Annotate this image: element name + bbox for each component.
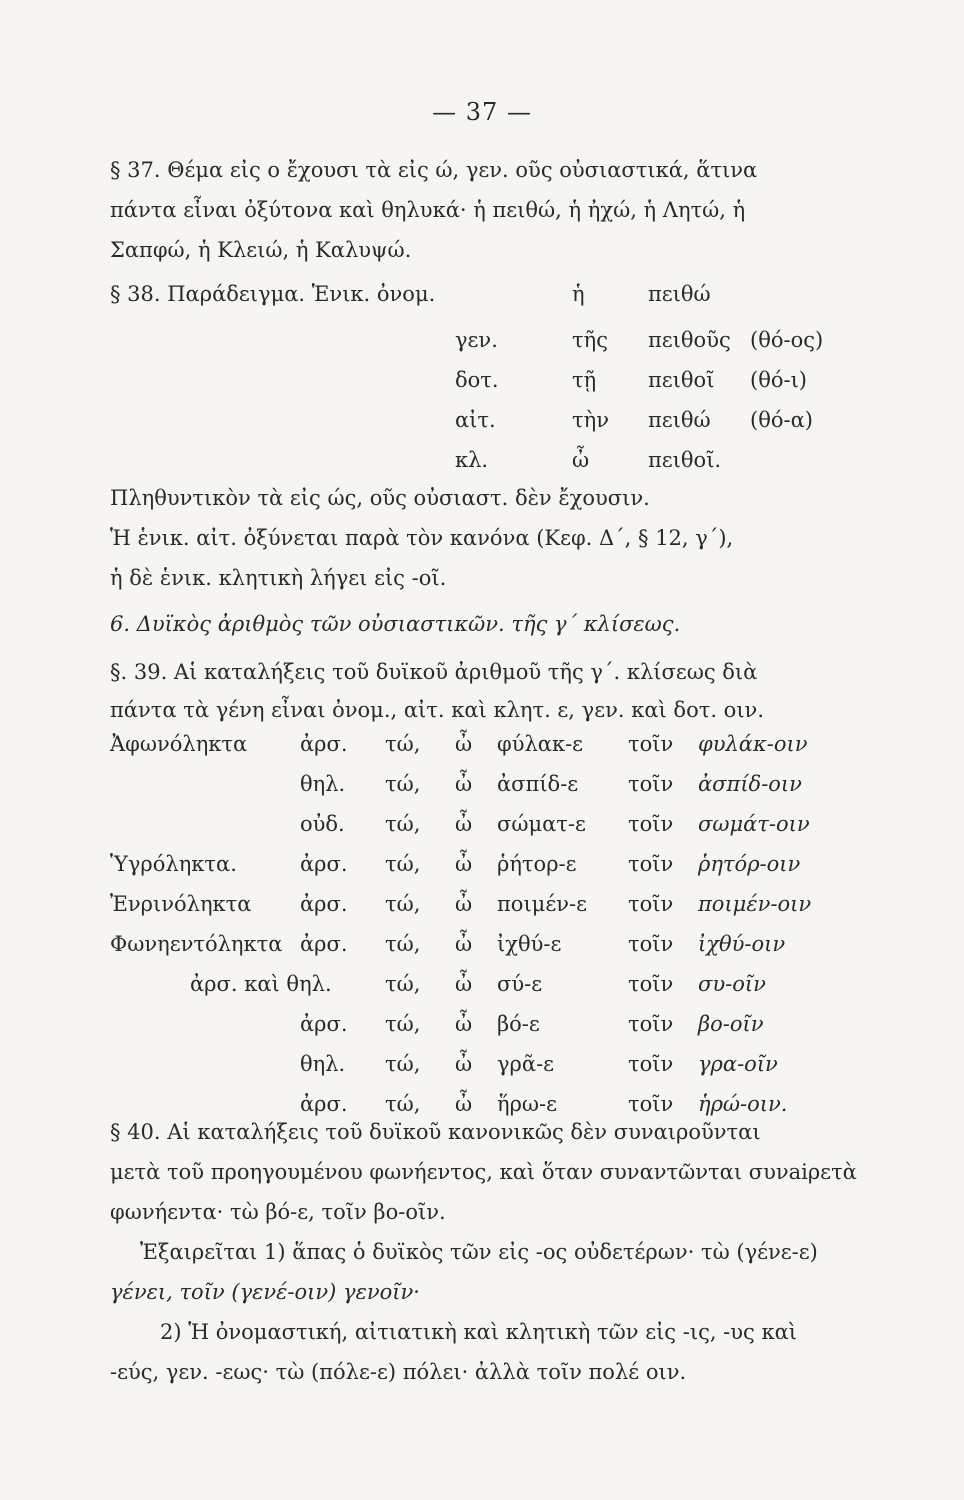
form-gen-dual: ἡρώ-οιν. xyxy=(698,1092,788,1116)
s40-line-2: μετὰ τοῦ προηγουμένου φωνήεντος, καὶ ὅταν συναντῶνται συνaiρετὰ xyxy=(110,1160,857,1184)
article-nom: τώ, xyxy=(385,1052,421,1076)
paradigm-row xyxy=(110,282,910,322)
s38-note-line-2: ἡ δὲ ἑνικ. κλητικὴ λήγει εἰς -οῖ. xyxy=(110,566,447,590)
paradigm-note: (θό-ι) xyxy=(750,368,808,392)
s38-plural-note: Πληθυντικὸν τὰ εἰς ώς, οῦς οὐσιαστ. δὲν ἔχουσιν. xyxy=(110,486,650,510)
gender-label: ἀρσ. xyxy=(300,932,348,956)
form-nom-dual: ἰχθύ-ε xyxy=(497,932,562,956)
stem-class: Ἐνρινόληκτα xyxy=(110,892,252,916)
table-row xyxy=(110,1052,910,1092)
article-nom: τώ, xyxy=(385,732,421,756)
form-nom-dual: γρᾶ-ε xyxy=(497,1052,555,1076)
form-nom-dual: βό-ε xyxy=(497,1012,540,1036)
article-nom: τώ, xyxy=(385,772,421,796)
form-gen-dual: συ-οῖν xyxy=(698,972,766,996)
table-row xyxy=(110,892,910,932)
paradigm-row xyxy=(110,448,910,488)
gender-label: οὐδ. xyxy=(300,812,345,836)
article-gen: τοῖν xyxy=(628,1052,674,1076)
article-voc: ὦ xyxy=(455,812,473,836)
article-gen: τοῖν xyxy=(628,1092,674,1116)
article-gen: τοῖν xyxy=(628,892,674,916)
article-voc: ὦ xyxy=(455,732,473,756)
paradigm-case: κλ. xyxy=(455,448,489,472)
gender-label: θηλ. xyxy=(300,1052,346,1076)
form-gen-dual: βο-οῖν xyxy=(698,1012,764,1036)
table-row xyxy=(110,852,910,892)
form-nom-dual: ῥήτορ-ε xyxy=(497,852,577,876)
s40-exception-line-4: -εύς, γεν. -εως· τὼ (πόλε-ε) πόλει· ἀλλὰ τοῖν πολέ οιν. xyxy=(110,1360,687,1384)
article-gen: τοῖν xyxy=(628,772,674,796)
article-voc: ὦ xyxy=(455,1092,473,1116)
section-6-heading: 6. Δυϊκὸς ἀριθμὸς τῶν οὐσιαστικῶν. τῆς γ΄ κλίσεως. xyxy=(110,612,681,636)
table-row xyxy=(110,812,910,852)
gender-label: θηλ. xyxy=(300,772,346,796)
gender-label: ἀρσ. xyxy=(300,1012,348,1036)
gender-label: ἀρσ. καὶ θηλ. xyxy=(190,972,332,996)
table-row xyxy=(110,1012,910,1052)
form-nom-dual: φύλακ-ε xyxy=(497,732,584,756)
form-gen-dual: ἀσπίδ-οιν xyxy=(698,772,802,796)
article-gen: τοῖν xyxy=(628,852,674,876)
page-number: — 37 — xyxy=(432,98,532,126)
article-nom: τώ, xyxy=(385,852,421,876)
paradigm-row xyxy=(110,368,910,408)
article-voc: ὦ xyxy=(455,932,473,956)
paradigm-article: τῇ xyxy=(572,368,597,392)
gender-label: ἀρσ. xyxy=(300,892,348,916)
form-nom-dual: ἥρω-ε xyxy=(497,1092,558,1116)
s37-line-1: § 37. Θέμα εἰς ο ἔχουσι τὰ εἰς ώ, γεν. οῦς οὐσιαστικά, ἅτινα xyxy=(110,158,758,182)
table-row xyxy=(110,972,910,1012)
paradigm-form: πειθοῦς xyxy=(648,328,731,352)
paradigm-article: ἡ xyxy=(572,282,585,306)
form-gen-dual: ποιμέν-οιν xyxy=(698,892,812,916)
paradigm-article: ὦ xyxy=(572,448,590,472)
paradigm-row xyxy=(110,328,910,368)
paradigm-note: (θό-ος) xyxy=(750,328,824,352)
paradigm-form: πειθοῖ. xyxy=(648,448,722,472)
article-nom: τώ, xyxy=(385,972,421,996)
paradigm-case: δοτ. xyxy=(455,368,499,392)
article-gen: τοῖν xyxy=(628,812,674,836)
paradigm-note: (θό-α) xyxy=(750,408,813,432)
article-voc: ὦ xyxy=(455,772,473,796)
stem-class: Φωνηεντόληκτα xyxy=(110,932,283,956)
paradigm-form: πειθώ xyxy=(648,408,711,432)
paradigm-article: τὴν xyxy=(572,408,609,432)
stem-class: Ὑγρόληκτα. xyxy=(110,852,237,876)
article-voc: ὦ xyxy=(455,1052,473,1076)
form-gen-dual: ἰχθύ-οιν xyxy=(698,932,786,956)
gender-label: ἀρσ. xyxy=(300,852,348,876)
article-nom: τώ, xyxy=(385,932,421,956)
s40-exception-line-2: γένει, τοῖν (γενέ-οιν) γενοῖν· xyxy=(110,1280,420,1304)
article-nom: τώ, xyxy=(385,1092,421,1116)
form-nom-dual: ποιμέν-ε xyxy=(497,892,587,916)
article-gen: τοῖν xyxy=(628,972,674,996)
form-nom-dual: ἀσπίδ-ε xyxy=(497,772,579,796)
gender-label: ἀρσ. xyxy=(300,1092,348,1116)
article-voc: ὦ xyxy=(455,972,473,996)
article-voc: ὦ xyxy=(455,892,473,916)
article-voc: ὦ xyxy=(455,1012,473,1036)
form-gen-dual: σωμάτ-οιν xyxy=(698,812,810,836)
s38-note-line-1: Ἡ ἑνικ. αἰτ. ὀξύνεται παρὰ τὸν κανόνα (Κεφ. Δ΄, § 12, γ΄), xyxy=(110,526,734,550)
s39-line-1: §. 39. Αἱ καταλήξεις τοῦ δυϊκοῦ ἀριθμοῦ τῆς γ΄. κλίσεως διὰ xyxy=(110,660,758,684)
s38-intro: § 38. Παράδειγμα. Ἑνικ. ὀνομ. xyxy=(110,282,436,306)
s40-exception-line-3: 2) Ἡ ὀνομαστική, αἰτιατικὴ καὶ κλητικὴ τῶν εἰς -ις, -υς καὶ xyxy=(160,1320,798,1344)
article-gen: τοῖν xyxy=(628,1012,674,1036)
s40-line-3: φωνήεντα· τὼ βό-ε, τοῖν βο-οῖν. xyxy=(110,1200,446,1224)
s37-line-3: Σαπφώ, ἡ Κλειώ, ἡ Καλυψώ. xyxy=(110,238,412,262)
article-nom: τώ, xyxy=(385,1012,421,1036)
paradigm-row xyxy=(110,408,910,448)
s39-line-2: πάντα τὰ γένη εἶναι ὀνομ., αἰτ. καὶ κλητ. ε, γεν. καὶ δοτ. οιν. xyxy=(110,698,764,722)
stem-class: Ἀφωνόληκτα xyxy=(110,732,248,756)
table-row xyxy=(110,932,910,972)
s40-line-1: § 40. Αἱ καταλήξεις τοῦ δυϊκοῦ κανονικῶς δὲν συναιροῦνται xyxy=(110,1120,761,1144)
form-gen-dual: ῥητόρ-οιν xyxy=(698,852,801,876)
table-row xyxy=(110,772,910,812)
paradigm-case: αἰτ. xyxy=(455,408,496,432)
form-gen-dual: γρα-οῖν xyxy=(698,1052,778,1076)
article-nom: τώ, xyxy=(385,892,421,916)
article-gen: τοῖν xyxy=(628,732,674,756)
paradigm-case: γεν. xyxy=(455,328,498,352)
form-nom-dual: σύ-ε xyxy=(497,972,543,996)
form-nom-dual: σώματ-ε xyxy=(497,812,586,836)
gender-label: ἀρσ. xyxy=(300,732,348,756)
form-gen-dual: φυλάκ-οιν xyxy=(698,732,808,756)
s37-line-2: πάντα εἶναι ὀξύτονα καὶ θηλυκά· ἡ πειθώ, ἡ ἠχώ, ἡ Λητώ, ἡ xyxy=(110,198,746,222)
paradigm-form: πειθοῖ xyxy=(648,368,715,392)
article-nom: τώ, xyxy=(385,812,421,836)
article-gen: τοῖν xyxy=(628,932,674,956)
paradigm-form: πειθώ xyxy=(648,282,711,306)
article-voc: ὦ xyxy=(455,852,473,876)
paradigm-article: τῆς xyxy=(572,328,608,352)
table-row xyxy=(110,732,910,772)
s40-exception-line-1: Ἐξαιρεῖται 1) ἅπας ὁ δυϊκὸς τῶν εἰς -ος οὐδετέρων· τὼ (γένε-ε) xyxy=(140,1240,818,1264)
